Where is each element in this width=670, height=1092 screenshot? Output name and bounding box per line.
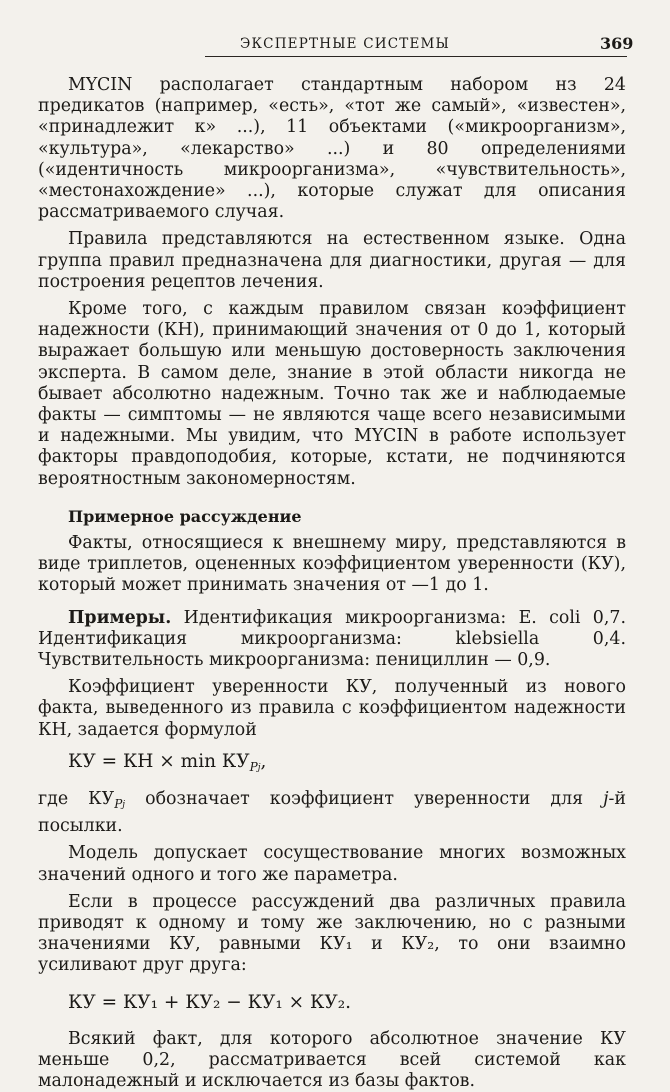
paragraph-fact-exclusion: Всякий факт, для которого абсолютное значение КУ меньше 0,2, рассматривается всей системой как малонадежный и исключается из базы фактов. bbox=[38, 1028, 626, 1091]
running-head bbox=[0, 33, 670, 59]
section-heading: Примерное рассуждение bbox=[68, 506, 302, 526]
paragraph-examples bbox=[38, 608, 626, 672]
paragraph-formula-explanation: где $КУ_Pj$ обозначает коэффициент уверенности для j-й посылки. bbox=[38, 788, 627, 837]
header-rule bbox=[205, 56, 627, 57]
paragraph-facts-triplets: Факты, относящиеся к внешнему миру, представляются в виде триплетов, оцененных коэффициентом уверенности (КУ), который может принимать значения от —1 до 1. bbox=[38, 533, 626, 596]
paragraph-mycin-predicates: MYCIN располагает стандартным набором нз 24 предикатов (например, «есть», «тот же самый», «известен», «принадлежит к» ...), 11 объектами («микроорганизм», «культура», «лекарство» ...) и 80 определениями («идентичность микроорганизма», «чувствительность», «местонахождение» ...), которые служат для описания рассматриваемого случая. bbox=[38, 75, 626, 223]
formula-ku-kn: КУ = КН × $\min КУ_Pj$, bbox=[68, 750, 267, 774]
paragraph-rules-language: Правила представляются на естественном языке. Одна группа правил предназначена для диагностики, другая — для построения рецептов лечения. bbox=[38, 229, 626, 292]
page-body bbox=[38, 75, 626, 1092]
running-title: ЭКСПЕРТНЫЕ СИСТЕМЫ bbox=[240, 36, 451, 52]
paragraph-multiple-values: Модель допускает сосуществование многих возможных значений одного и того же параметра. bbox=[38, 843, 626, 885]
page-number: 369 bbox=[600, 34, 634, 53]
examples-label: Примеры. bbox=[68, 607, 172, 628]
examples-text: Идентификация микроорганизма: E. coli 0,7. Идентификация микроорганизма: klebsiella 0,4. Чувствительность микроорганизма: пенициллин — 0,9. bbox=[38, 607, 626, 671]
paragraph-reliability-coefficient: Кроме того, с каждым правилом связан коэффициент надежности (КН), принимающий значения от 0 до 1, который выражает большую или меньшую достоверность заключения эксперта. В самом деле, знание в этой области никогда не бывает абсолютно надежным. Точно так же и наблюдаемые факты — симптомы — не являются чаще всего независимыми и надежными. Мы увидим, что MYCIN в работе использует факторы правдоподобия, которые, кстати, не подчиняются вероятностным закономерностям. bbox=[38, 299, 626, 489]
paragraph-rules-reinforce: Если в процессе рассуждений два различных правила приводят к одному и тому же заключению, но с разными значениями КУ, равными КУ₁ и КУ₂, то они взаимно усиливают друг друга: bbox=[38, 891, 626, 976]
paragraph-formula-intro: Коэффициент уверенности КУ, полученный из нового факта, выведенного из правила с коэффициентом надежности КН, задается формулой bbox=[38, 677, 626, 740]
formula-ku-combination: КУ = КУ₁ + КУ₂ − КУ₁ × КУ₂. bbox=[68, 991, 352, 1013]
